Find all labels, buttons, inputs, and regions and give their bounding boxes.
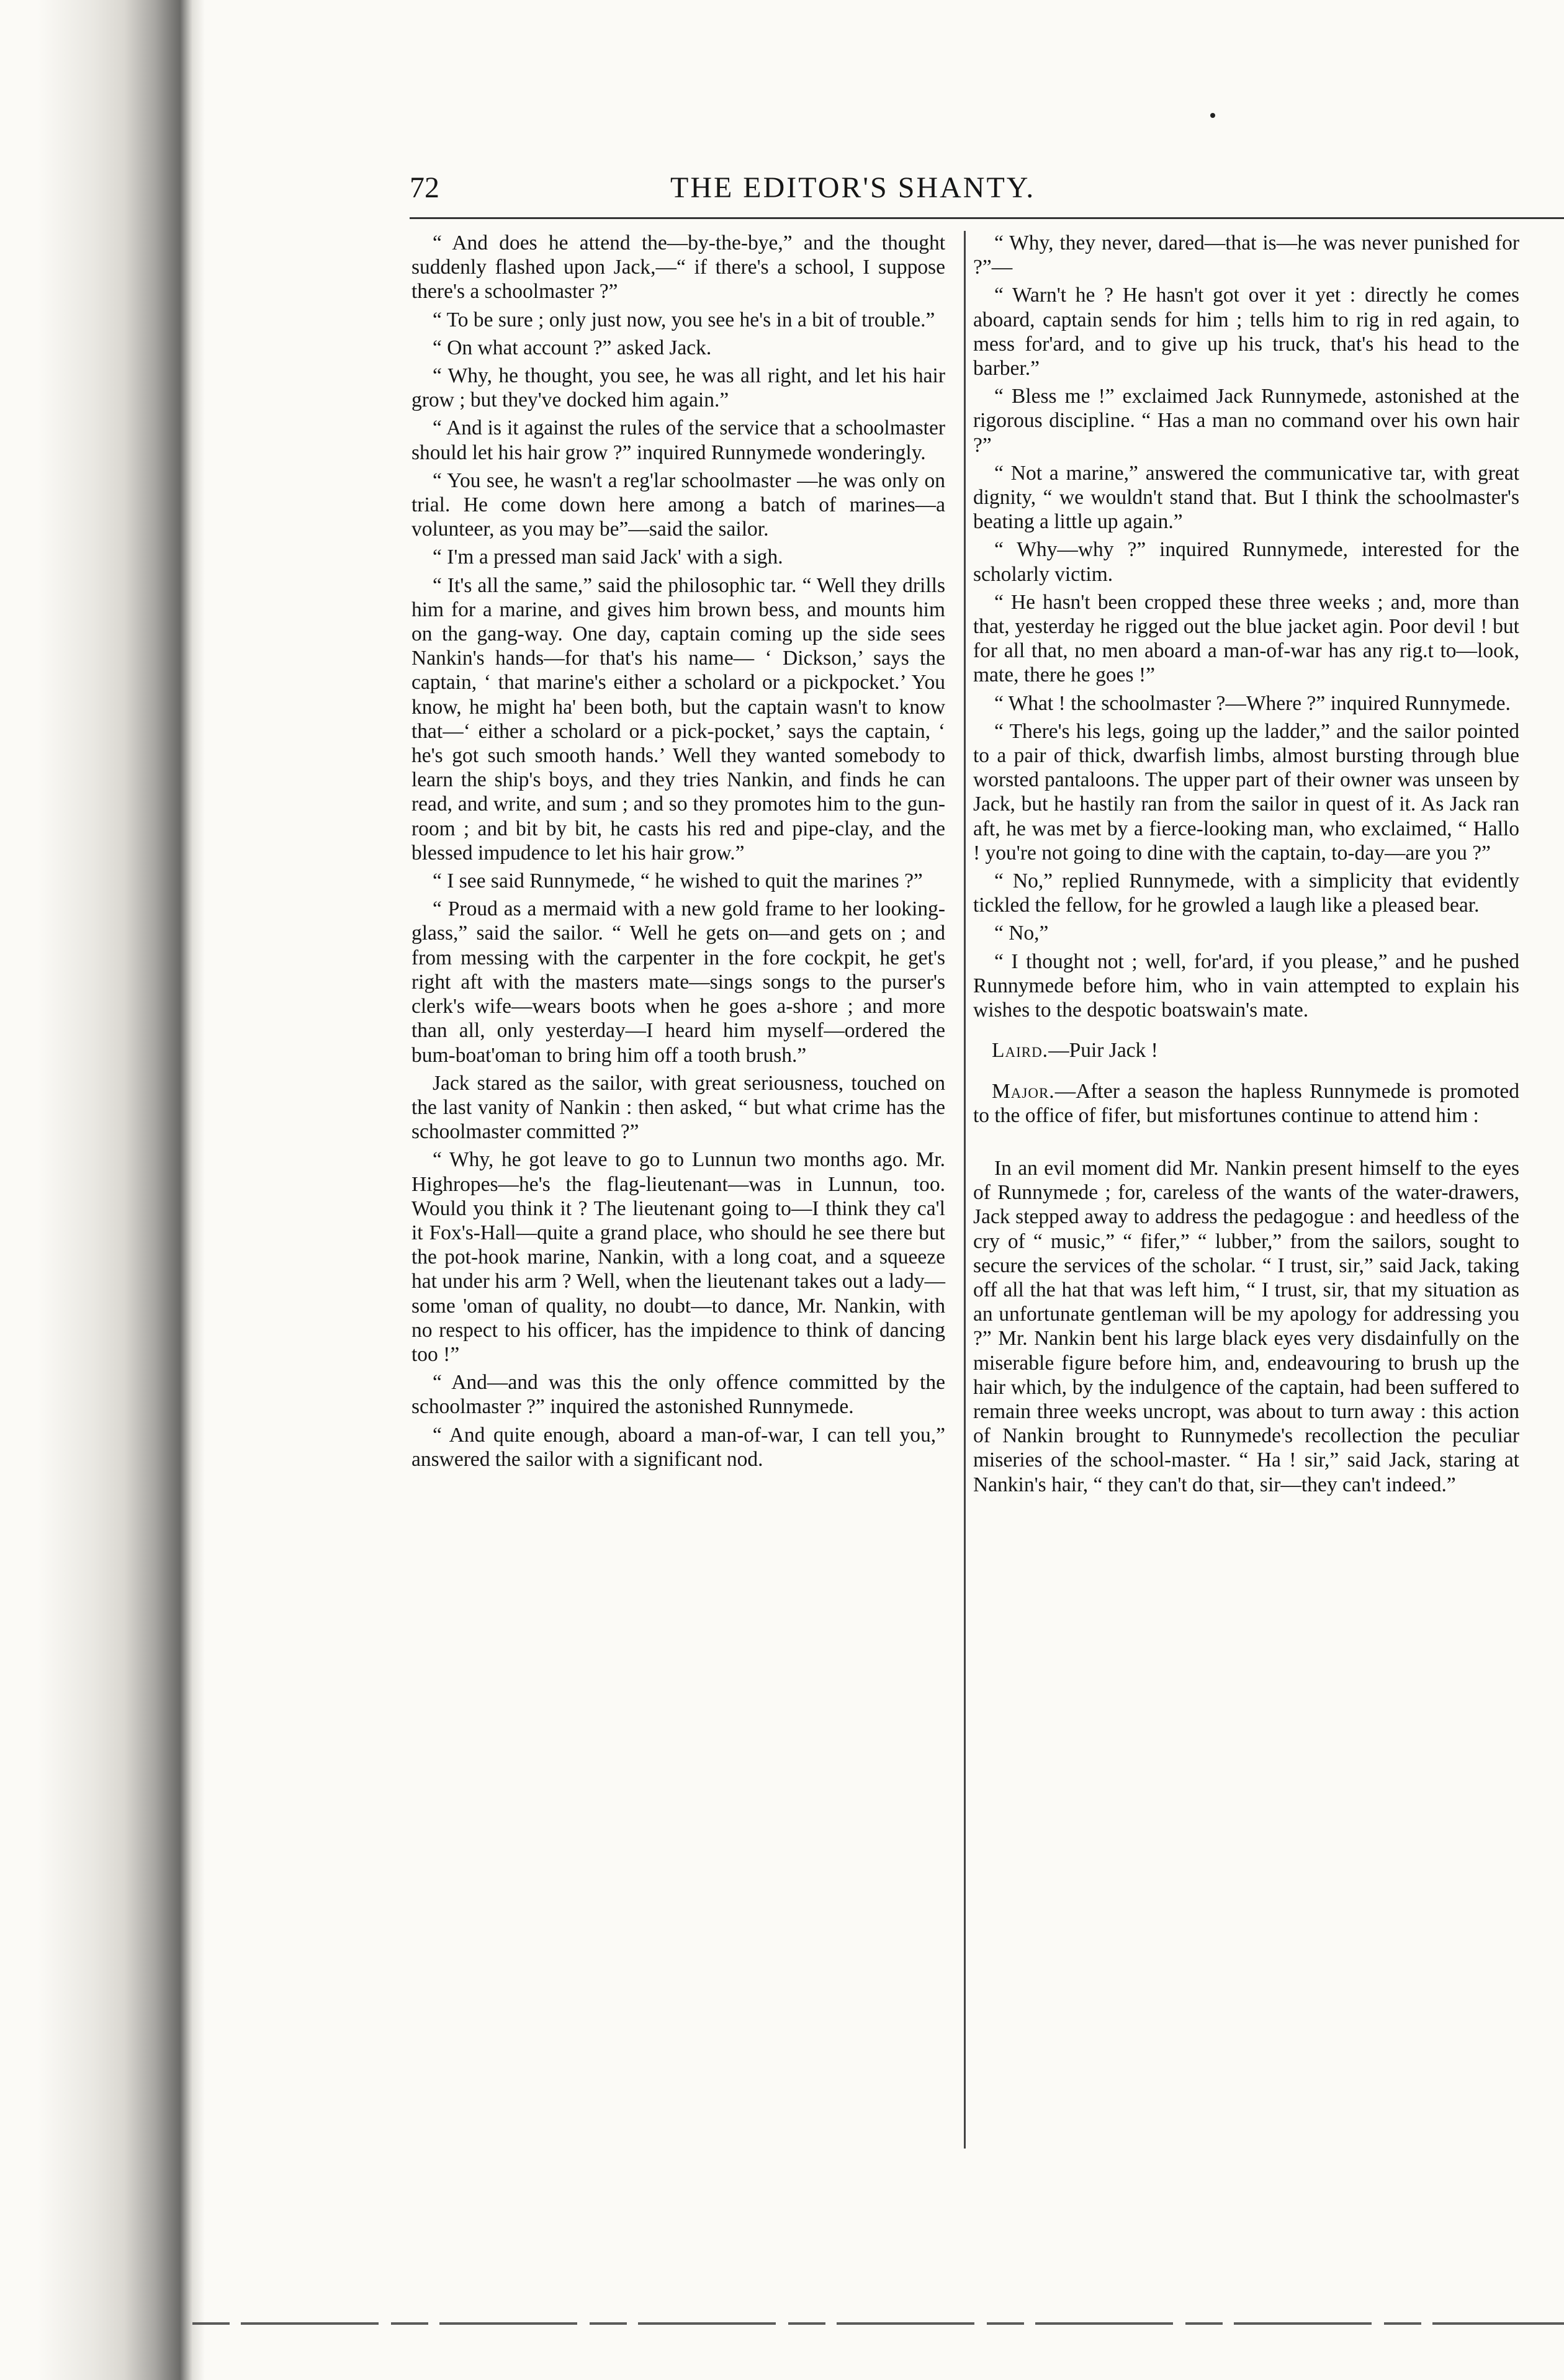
paragraph: “ I'm a pressed man said Jack' with a sigh. — [433, 546, 783, 569]
paragraph: “ Warn't he ? He hasn't got over it yet : directly he comes aboard, captain sends for him ; tells him to rig in red again, to mess for'ard, and to give up his truck, that's his head to the barber.” — [973, 284, 1519, 380]
paragraph: “ Not a marine,” answered the communicative tar, with great dignity, “ we wouldn't stand that. But I think the schoolmaster's beating a little up again.” — [973, 461, 1519, 534]
speaker-text: —Puir Jack ! — [1048, 1039, 1158, 1062]
page-number: 72 — [410, 171, 439, 204]
paragraph: “ Why, they never, dared—that is—he was never punished for ?”— — [973, 231, 1519, 279]
left-column — [411, 231, 945, 1475]
page-header — [410, 171, 1154, 214]
paragraph: “ And—and was this the only offence committed by the schoolmaster ?” inquired the astonished Runnymede. — [411, 1371, 945, 1419]
paragraph: “ What ! the schoolmaster ?—Where ?” inquired Runnymede. — [994, 691, 1511, 715]
ink-speck — [1210, 113, 1215, 118]
speaker-text: —After a season the hapless Runnymede is promoted to the office of fifer, but misfortunes continue to attend him : — [973, 1079, 1519, 1127]
paragraph: “ On what account ?” asked Jack. — [433, 336, 712, 359]
bottom-rule — [192, 2322, 1564, 2325]
paragraph: “ And quite enough, aboard a man-of-war, I can tell you,” answered the sailor with a significant nod. — [411, 1423, 945, 1471]
column-rule — [964, 231, 966, 2149]
paragraph: “ Why—why ?” inquired Runnymede, interested for the scholarly victim. — [973, 538, 1519, 586]
speaker-name: Major. — [992, 1079, 1055, 1103]
paragraph: Jack stared as the sailor, with great seriousness, touched on the last vanity of Nankin : then asked, “ but what crime has the schoolmaster committed ?” — [411, 1071, 945, 1144]
extract-paragraph: In an evil moment did Mr. Nankin present himself to the eyes of Runnymede ; for, careless of the wants of the water-drawers, Jack stepped away to address the pedagogue : and heedless of the cry of “ music,” “ fifer,” “ lubber,” from the sailors, sought to secure the services of the scholar. “ I trust, sir,” said Jack, taking off all the hat that was left him, “ I trust, sir, that my situation as an unfortunate gentleman will be my apology for addressing you ?” Mr. Nankin bent his large black eyes very disdainfully on the miserable figure before him, and, endeavouring to brush up the hair which, by the indulgence of the captain, had been suffered to remain three weeks uncropt, was about to turn away : this action of Nankin brought to Runnymede's recollection the peculiar miseries of the school-master. “ Ha ! sir,” said Jack, staring at Nankin's hair, “ they can't do that, sir—they can't indeed.” — [973, 1156, 1519, 1496]
paragraph: “ It's all the same,” said the philosophic tar. “ Well they drills him for a marine, and gives him brown bess, and mounts him on the gang-way. One day, captain coming up the side sees Nankin's hands—for that's his name— ‘ Dickson,’ says the captain, ‘ that marine's either a scholard or a pickpocket.’ You know, he might ha' been both, but the captain wasn't to know that—‘ either a scholard or a pick-pocket,’ says the captain, ‘ he's got such smooth hands.’ Well they wanted somebody to learn the ship's boys, and they tries Nankin, and finds he can read, and write, and sum ; and so they promotes him to the gun-room ; and bit by bit, he casts his red and pipe-clay, and the blessed impudence to let his hair grow.” — [411, 573, 945, 864]
dialogue-line-major — [973, 1079, 1519, 1128]
binding-gutter-shadow — [0, 0, 205, 2380]
paragraph: “ You see, he wasn't a reg'lar schoolmaster —he was only on trial. He come down here among a batch of marines—a volunteer, as you may be”—said the sailor. — [411, 469, 945, 541]
paragraph: “ And does he attend the—by-the-bye,” and the thought suddenly flashed upon Jack,—“ if there's a school, I suppose there's a schoolmaster ?” — [411, 231, 945, 303]
paragraph: “ I see said Runnymede, “ he wished to quit the marines ?” — [433, 869, 923, 893]
right-column — [973, 231, 1519, 1501]
header-rule — [410, 217, 1564, 219]
paragraph: “ Why, he got leave to go to Lunnun two months ago. Mr. Highropes—he's the flag-lieutenant—was in Lunnun, too. Would you think it ? The lieutenant going to—I think they ca'l it Fox's-Hall—quite a grand place, who should he see there but the pot-hook marine, Nankin, with a long coat, and a squeeze hat under his arm ? Well, when the lieutenant takes out a lady—some 'oman of quality, no doubt—to dance, Mr. Nankin, with no respect to his officer, has the impidence to think of dancing too !” — [411, 1148, 945, 1366]
paragraph: “ Why, he thought, you see, he was all right, and let his hair grow ; but they've docked him again.” — [411, 364, 945, 412]
paragraph: “ Bless me !” exclaimed Jack Runnymede, astonished at the rigorous discipline. “ Has a man no command over his own hair ?” — [973, 385, 1519, 457]
paragraph: “ To be sure ; only just now, you see he's in a bit of trouble.” — [433, 308, 935, 331]
paragraph: “ No,” replied Runnymede, with a simplicity that evidently tickled the fellow, for he growled a laugh like a pleased bear. — [973, 869, 1519, 917]
paragraph: “ Proud as a mermaid with a new gold frame to her looking-glass,” said the sailor. “ Well he gets on—and gets on ; and from messing with the carpenter in the fore cockpit, he get's right aft with the masters mate—sings songs to the purser's clerk's wife—wears boots when he goes a-shore ; and more than all, only yesterday—I heard him myself—ordered the bum-boat'oman to bring him off a tooth brush.” — [411, 897, 945, 1067]
paragraph: “ And is it against the rules of the service that a schoolmaster should let his hair grow ?” inquired Runnymede wonderingly. — [411, 416, 945, 464]
paragraph: “ I thought not ; well, for'ard, if you please,” and he pushed Runnymede before him, who in vain attempted to explain his wishes to the despotic boatswain's mate. — [973, 950, 1519, 1022]
paragraph: “ There's his legs, going up the ladder,” and the sailor pointed to a pair of thick, dwarfish limbs, almost bursting through blue worsted pantaloons. The upper part of their owner was unseen by Jack, but he hastily ran from the sailor in quest of it. As Jack ran aft, he was met by a fierce-looking man, who exclaimed, “ Hallo ! you're not going to dine with the captain, to-day—are you ?” — [973, 719, 1519, 864]
paragraph: “ He hasn't been cropped these three weeks ; and, more than that, yesterday he rigged out the blue jacket agin. Poor devil ! but for all that, no men aboard a man-of-war has any rig.t to—look, mate, there he goes !” — [973, 590, 1519, 687]
paragraph: “ No,” — [994, 922, 1049, 945]
speaker-name: Laird. — [992, 1039, 1049, 1062]
dialogue-line-laird — [973, 1038, 1519, 1062]
running-title: THE EDITOR'S SHANTY. — [670, 171, 1036, 204]
